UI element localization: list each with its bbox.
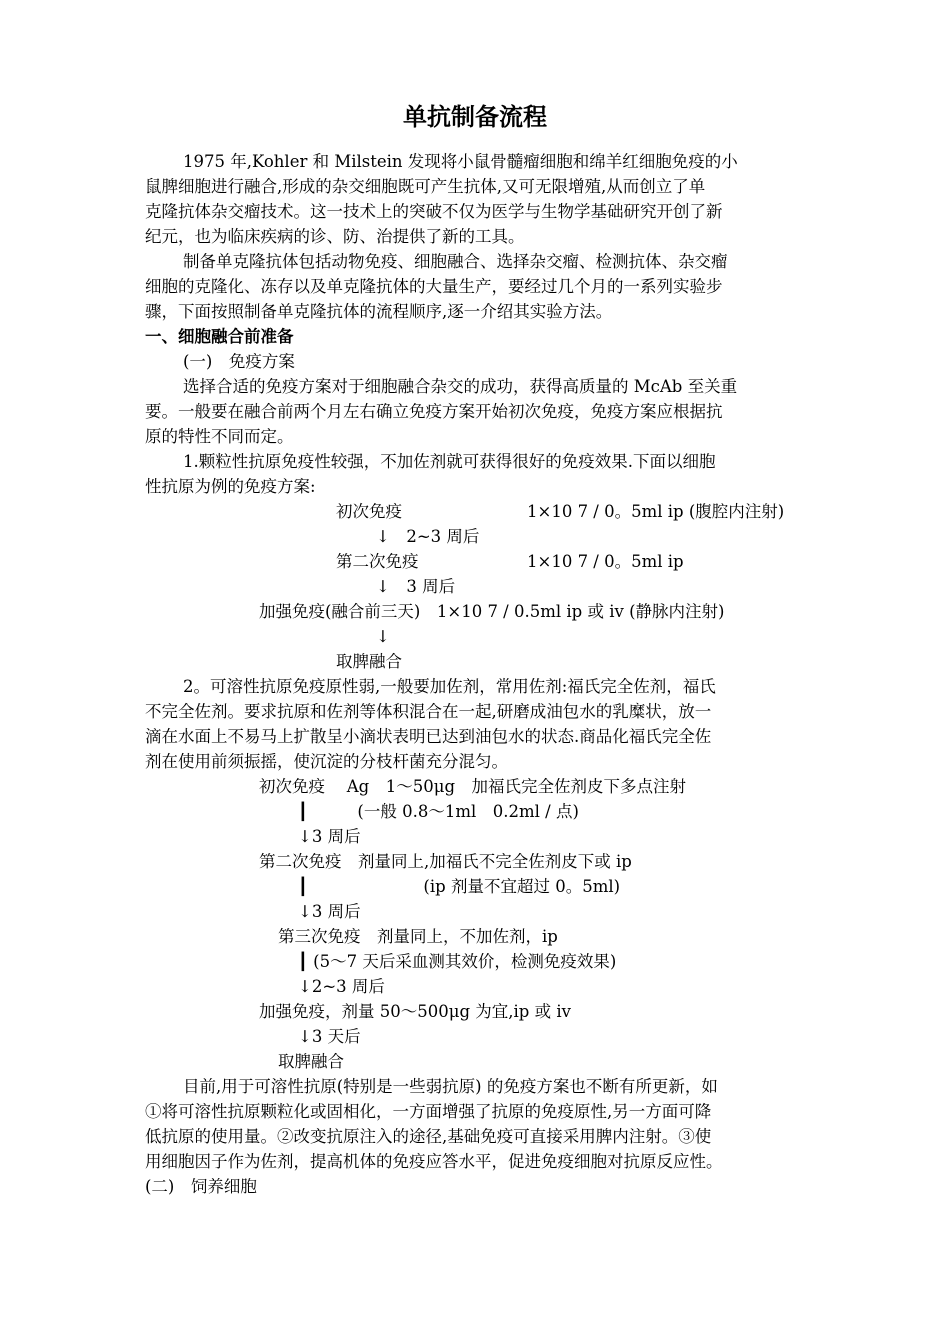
scheme2-line-9: ↓2~3 周后 (298, 977, 385, 996)
sub1-line-5: 性抗原为例的免疫方案: (145, 477, 316, 496)
subsection-heading-2: (二) 饲养细胞 (145, 1177, 257, 1196)
scheme1-arrow2: ↓ 3 周后 (376, 577, 456, 596)
para2-line-2: 不完全佐剂。要求抗原和佐剂等体积混合在一起,研磨成油包水的乳糜状，放一 (145, 702, 712, 721)
scheme2-line-8: ┃ (5～7 天后采血测其效价，检测免疫效果) (298, 952, 617, 971)
intro-line-1: 1975 年,Kohler 和 Milstein 发现将小鼠骨髓瘤细胞和绵羊红细胞免疫的小 (183, 152, 738, 171)
para3-line-4: 用细胞因子作为佐剂，提高机体的免疫应答水平，促进免疫细胞对抗原反应性。 (145, 1152, 723, 1171)
para2-line-3: 滴在水面上不易马上扩散呈小滴状表明已达到油包水的状态.商品化福氏完全佐 (145, 727, 712, 746)
scheme2-line-12: 取脾融合 (278, 1052, 344, 1071)
para2-line-1: 2。可溶性抗原免疫原性弱,一般要加佐剂，常用佐剂:福氏完全佐剂，福氏 (183, 677, 716, 696)
para2-line-4: 剂在使用前须振摇，使沉淀的分枝杆菌充分混匀。 (145, 752, 508, 771)
scheme1-arrow1: ↓ 2~3 周后 (376, 527, 480, 546)
sub1-line-3: 原的特性不同而定。 (145, 427, 294, 446)
scheme2-line-2: ┃ (一般 0.8～1ml 0.2ml / 点) (298, 802, 579, 821)
scheme2-line-6: ↓3 周后 (298, 902, 361, 921)
subsection-heading-1: (一) 免疫方案 (183, 352, 295, 371)
scheme2-line-4: 第二次免疫 剂量同上,加福氏不完全佐剂皮下或 ip (259, 852, 632, 871)
scheme1-arrow3: ↓ (376, 627, 390, 646)
section-heading-1: 一、细胞融合前准备 (145, 327, 294, 346)
scheme1-boost: 加强免疫(融合前三天) 1×10 7 / 0.5ml ip 或 iv (静脉内注射) (259, 602, 725, 621)
intro-line-5: 制备单克隆抗体包括动物免疫、细胞融合、选择杂交瘤、检测抗体、杂交瘤 (183, 252, 728, 271)
intro-line-7: 骤，下面按照制备单克隆抗体的流程顺序,逐一介绍其实验方法。 (145, 302, 613, 321)
scheme2-line-5: ┃ (ip 剂量不宜超过 0。5ml) (298, 877, 621, 896)
scheme1-step2: 第二次免疫 (336, 552, 419, 571)
scheme1-step1: 初次免疫 (336, 502, 402, 521)
sub1-line-1: 选择合适的免疫方案对于细胞融合杂交的成功，获得高质量的 McAb 至关重 (183, 377, 738, 396)
scheme2-line-3: ↓3 周后 (298, 827, 361, 846)
scheme1-dose2: 1×10 7 / 0。5ml ip (527, 552, 684, 571)
scheme2-line-11: ↓3 天后 (298, 1027, 361, 1046)
para3-line-2: ①将可溶性抗原颗粒化或固相化，一方面增强了抗原的免疫原性,另一方面可降 (145, 1102, 712, 1121)
scheme1-dose1: 1×10 7 / 0。5ml ip (腹腔内注射) (527, 502, 785, 521)
scheme1-final: 取脾融合 (336, 652, 402, 671)
intro-line-3: 克隆抗体杂交瘤技术。这一技术上的突破不仅为医学与生物学基础研究开创了新 (145, 202, 723, 221)
page-title: 单抗制备流程 (403, 103, 547, 131)
intro-line-2: 鼠脾细胞进行融合,形成的杂交细胞既可产生抗体,又可无限增殖,从而创立了单 (145, 177, 706, 196)
intro-line-4: 纪元，也为临床疾病的诊、防、治提供了新的工具。 (145, 227, 525, 246)
scheme2-line-7: 第三次免疫 剂量同上，不加佐剂，ip (278, 927, 558, 946)
sub1-line-2: 要。一般要在融合前两个月左右确立免疫方案开始初次免疫，免疫方案应根据抗 (145, 402, 723, 421)
scheme2-line-1: 初次免疫 Ag 1～50μg 加福氏完全佐剂皮下多点注射 (259, 777, 687, 796)
sub1-line-4: 1.颗粒性抗原免疫性较强，不加佐剂就可获得很好的免疫效果.下面以细胞 (183, 452, 716, 471)
scheme2-line-10: 加强免疫，剂量 50～500μg 为宜,ip 或 iv (259, 1002, 571, 1021)
para3-line-3: 低抗原的使用量。②改变抗原注入的途径,基础免疫可直接采用脾内注射。③使 (145, 1127, 712, 1146)
para3-line-1: 目前,用于可溶性抗原(特别是一些弱抗原) 的免疫方案也不断有所更新，如 (183, 1077, 718, 1096)
intro-line-6: 细胞的克隆化、冻存以及单克隆抗体的大量生产，要经过几个月的一系列实验步 (145, 277, 723, 296)
